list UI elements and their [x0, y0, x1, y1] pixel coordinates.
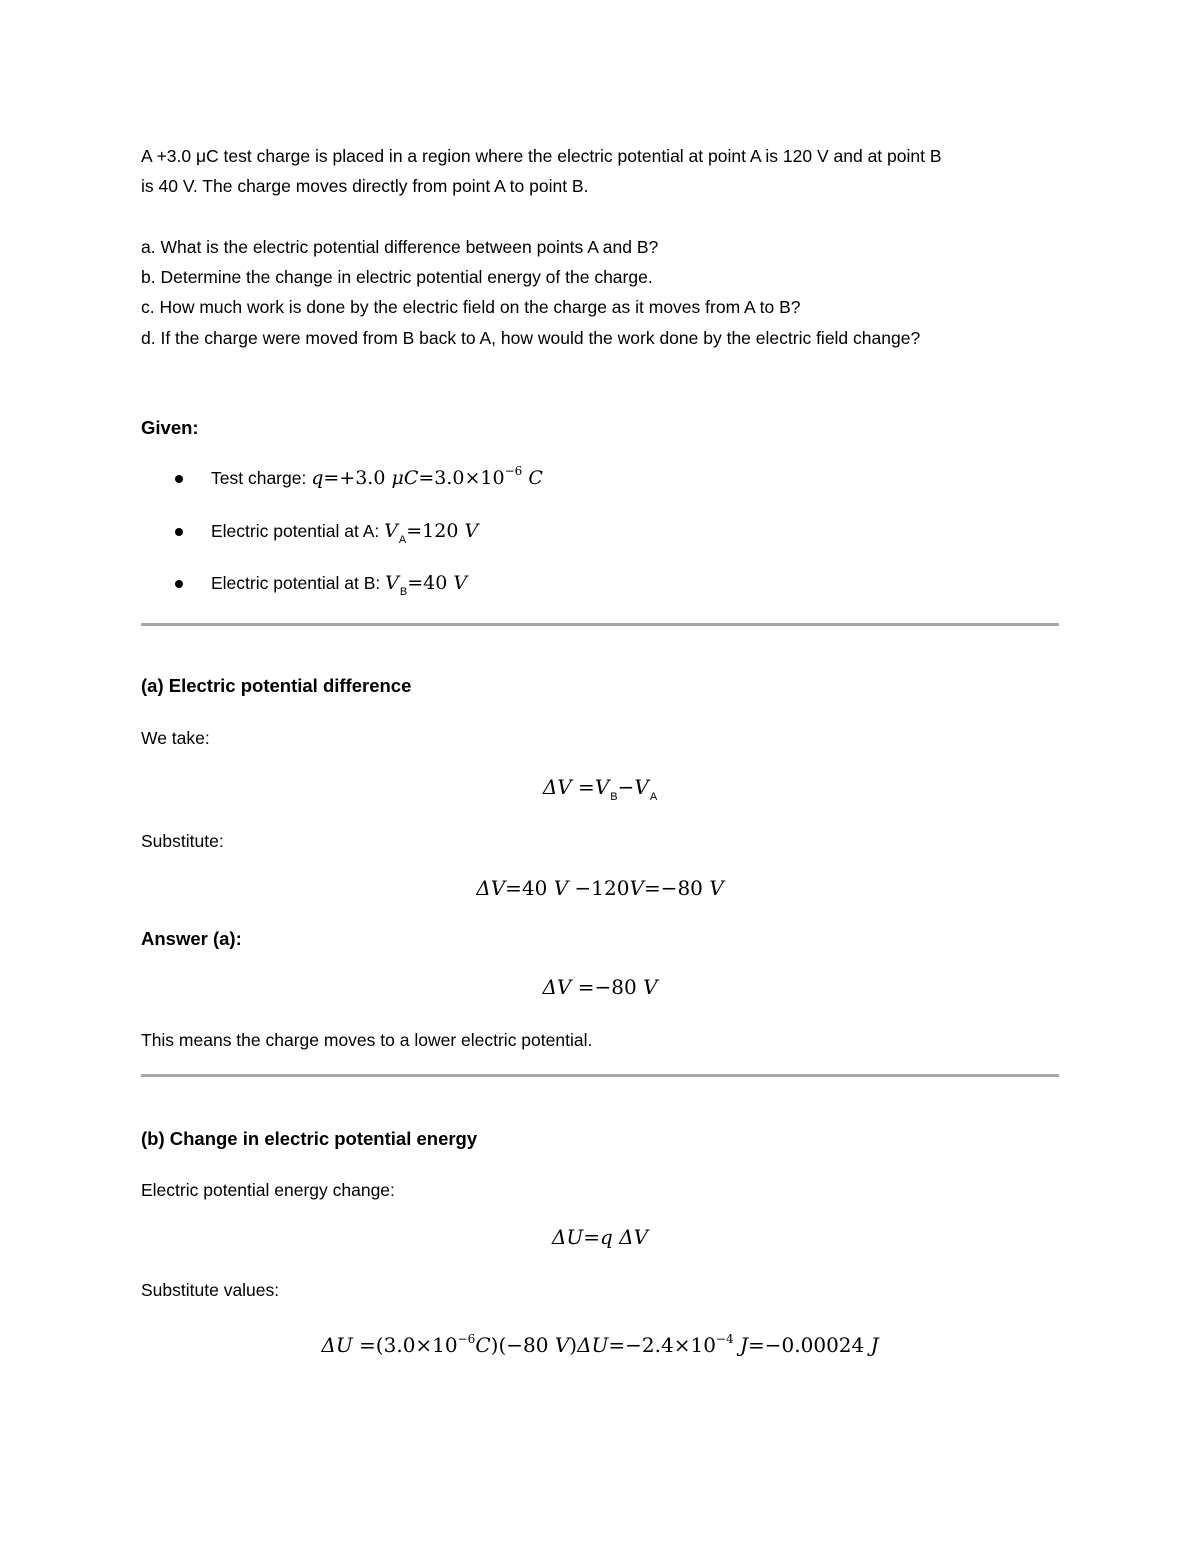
given-heading: Given: [141, 417, 199, 438]
question-b: b. Determine the change in electric potential energy of the charge. [141, 267, 653, 287]
question-c: c. How much work is done by the electric field on the charge as it moves from A to B? [141, 297, 801, 317]
bullet-icon [175, 528, 183, 536]
part-a-heading: (a) Electric potential difference [141, 675, 412, 696]
given-item-charge [211, 464, 543, 491]
problem-line-2: is 40 V. The charge moves directly from point A to point B. [141, 176, 589, 196]
delta-v-definition: $\Delta V =V_B-V_A$ [542, 775, 658, 803]
given-item-label: Electric potential at B: [211, 573, 386, 593]
charge-equation: q=+3.0 $\mu C=3.0\times 10^{-6}$ C [311, 464, 543, 489]
substitute-text: Substitute: [141, 831, 224, 851]
given-item-label: Electric potential at A: [211, 521, 385, 541]
delta-u-definition: ΔU=q ΔV [551, 1225, 649, 1249]
part-b-heading: (b) Change in electric potential energy [141, 1128, 478, 1149]
meaning-text: This means the charge moves to a lower electric potential. [141, 1030, 593, 1050]
given-item-label: Test charge: [211, 468, 312, 488]
va-equation: $V_A=120$ V [384, 520, 479, 546]
bullet-icon [175, 475, 183, 483]
section-divider [141, 1074, 1059, 1077]
bullet-icon [175, 580, 183, 588]
delta-v-substitution: ΔV=40 V −120V=−80 V [476, 876, 724, 900]
question-a: a. What is the electric potential difference between points A and B? [141, 237, 659, 257]
we-take-text: We take: [141, 728, 210, 748]
energy-change-text: Electric potential energy change: [141, 1180, 395, 1200]
section-divider [141, 623, 1059, 626]
substitute-values-text: Substitute values: [141, 1280, 280, 1300]
delta-u-calculation: $\Delta U =(3.0\times 10^{-6}C)(-80$ $V)\Delta U=-2.4\times 10^{-4}$ J=−0.00024 J [321, 1332, 879, 1357]
given-item-vb [211, 572, 467, 597]
given-item-va [211, 520, 478, 545]
answer-a-equation: ΔV =−80 V [542, 975, 658, 999]
problem-line-1: A +3.0 μC test charge is placed in a region where the electric potential at point A is 120 V and at point B [141, 146, 942, 166]
question-d: d. If the charge were moved from B back to A, how would the work done by the electric field change? [141, 328, 921, 348]
answer-a-heading: Answer (a): [141, 928, 242, 949]
vb-equation: $V_B=40$ V [385, 572, 468, 598]
